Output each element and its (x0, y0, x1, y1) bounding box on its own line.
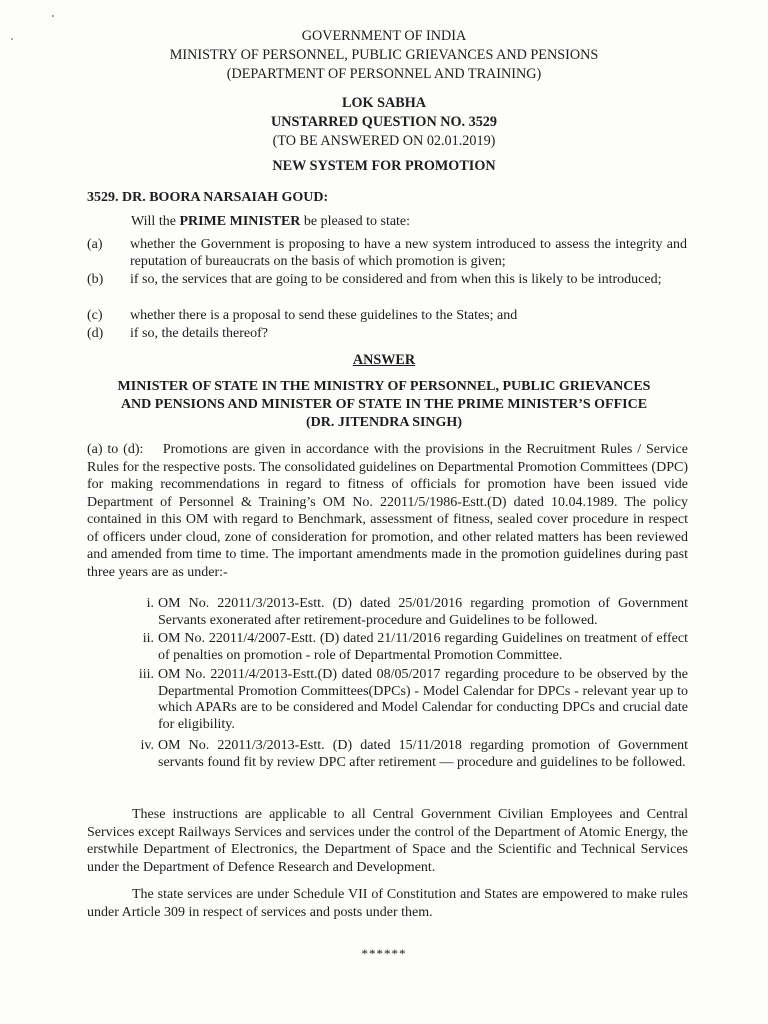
intro-suffix: be pleased to state: (300, 214, 411, 229)
state-services-paragraph: The state services are under Schedule VII of Constitution and States are empowered to make rules under Article 309 in respect of services and posts under them. (87, 887, 688, 920)
minister-designation (0, 378, 768, 432)
question-item-text: whether the Government is proposing to have a new system introduced to assess the integrity and reputation of bureaucrats on the basis of which promotion is given; (130, 237, 687, 269)
amendment-text: OM No. 22011/4/2013-Estt.(D) dated 08/05/2017 regarding procedure to be observed by the Departmental Promotion Committees(DPCs) - Model Calendar for DPCs - relevant year up to which APARs are to be considered and Model Calendar for conducting DPCs and crucial date for eligibility. (158, 667, 688, 732)
question-item-label: (a) (87, 237, 103, 252)
minister-line-1: MINISTER OF STATE IN THE MINISTRY OF PERSONNEL, PUBLIC GRIEVANCES (117, 379, 651, 394)
amendment-number: iv. (140, 738, 154, 753)
end-mark: ****** (361, 946, 407, 961)
question-item-label: (d) (87, 326, 104, 341)
scan-speck (52, 15, 54, 17)
header-government: GOVERNMENT OF INDIA (301, 28, 467, 44)
answer-date: (TO BE ANSWERED ON 02.01.2019) (272, 133, 496, 149)
header-ministry: MINISTRY OF PERSONNEL, PUBLIC GRIEVANCES AND PENSIONS (169, 47, 599, 63)
minister-line-2: AND PENSIONS AND MINISTER OF STATE IN THE PRIME MINISTER’S OFFICE (120, 397, 648, 412)
question-header (0, 94, 768, 151)
question-item-text: if so, the details thereof? (130, 326, 269, 341)
question-title: NEW SYSTEM FOR PROMOTION (272, 158, 496, 174)
answer-main-paragraph: (a) to (d): Promotions are given in accordance with the provisions in the Recruitment Rules / Service Rules for the respective posts. The consolidated guidelines on Departmental Promotion Committees (DPC) for making recommendations in regard to fitness of officials for promotion have been issued vide Department of Personnel & Training’s OM No. 22011/5/1986-Estt.(D) dated 10.04.1989. The policy contained in this OM with regard to Benchmark, assessment of fitness, sealed cover procedure in respect of officers under cloud, zone of consideration for promotion, and other related matters has been reviewed and amended from time to time. The important amendments made in the promotion guidelines during past three years are as under:- (87, 442, 692, 580)
question-item-label: (c) (87, 308, 103, 323)
amendment-text: OM No. 22011/3/2013-Estt. (D) dated 15/11/2018 regarding promotion of Government servants found fit by review DPC after retirement — procedure and guidelines to be followed. (158, 738, 688, 770)
amendment-number: ii. (142, 631, 154, 646)
intro-prefix: Will the (131, 214, 180, 229)
intro-addressee: PRIME MINISTER (179, 214, 301, 229)
question-item-text: whether there is a proposal to send these guidelines to the States; and (130, 308, 518, 323)
house-name: LOK SABHA (342, 95, 426, 111)
minister-name: (DR. JITENDRA SINGH) (306, 415, 462, 430)
amendment-text: OM No. 22011/4/2007-Estt. (D) dated 21/11/2016 regarding Guidelines on treatment of effect of penalties on promotion - role of Departmental Promotion Committee. (158, 631, 688, 663)
question-item-label: (b) (87, 272, 104, 287)
letterhead (0, 27, 768, 84)
question-number: UNSTARRED QUESTION NO. 3529 (271, 114, 497, 130)
amendment-number: i. (146, 596, 154, 611)
question-item-text: if so, the services that are going to be considered and from when this is likely to be introduced; (130, 272, 662, 287)
amendment-number: iii. (138, 667, 154, 682)
amendment-text: OM No. 22011/3/2013-Estt. (D) dated 25/01/2016 regarding promotion of Government Servants exonerated after retirement-procedure and Guidelines to be followed. (158, 596, 688, 628)
header-department: (DEPARTMENT OF PERSONNEL AND TRAINING) (226, 66, 542, 82)
answer-heading: ANSWER (352, 352, 416, 368)
question-asker: 3529. DR. BOORA NARSAIAH GOUD: (87, 190, 329, 205)
applicability-paragraph: These instructions are applicable to all Central Government Civilian Employees and Central Services except Railways Services and services under the control of the Department of Atomic Energy, the erstwhile Department of Electronics, the Department of Space and the Scientific and Technical Services under the Department of Defence Research and Development. (87, 807, 688, 875)
question-intro (131, 213, 691, 230)
